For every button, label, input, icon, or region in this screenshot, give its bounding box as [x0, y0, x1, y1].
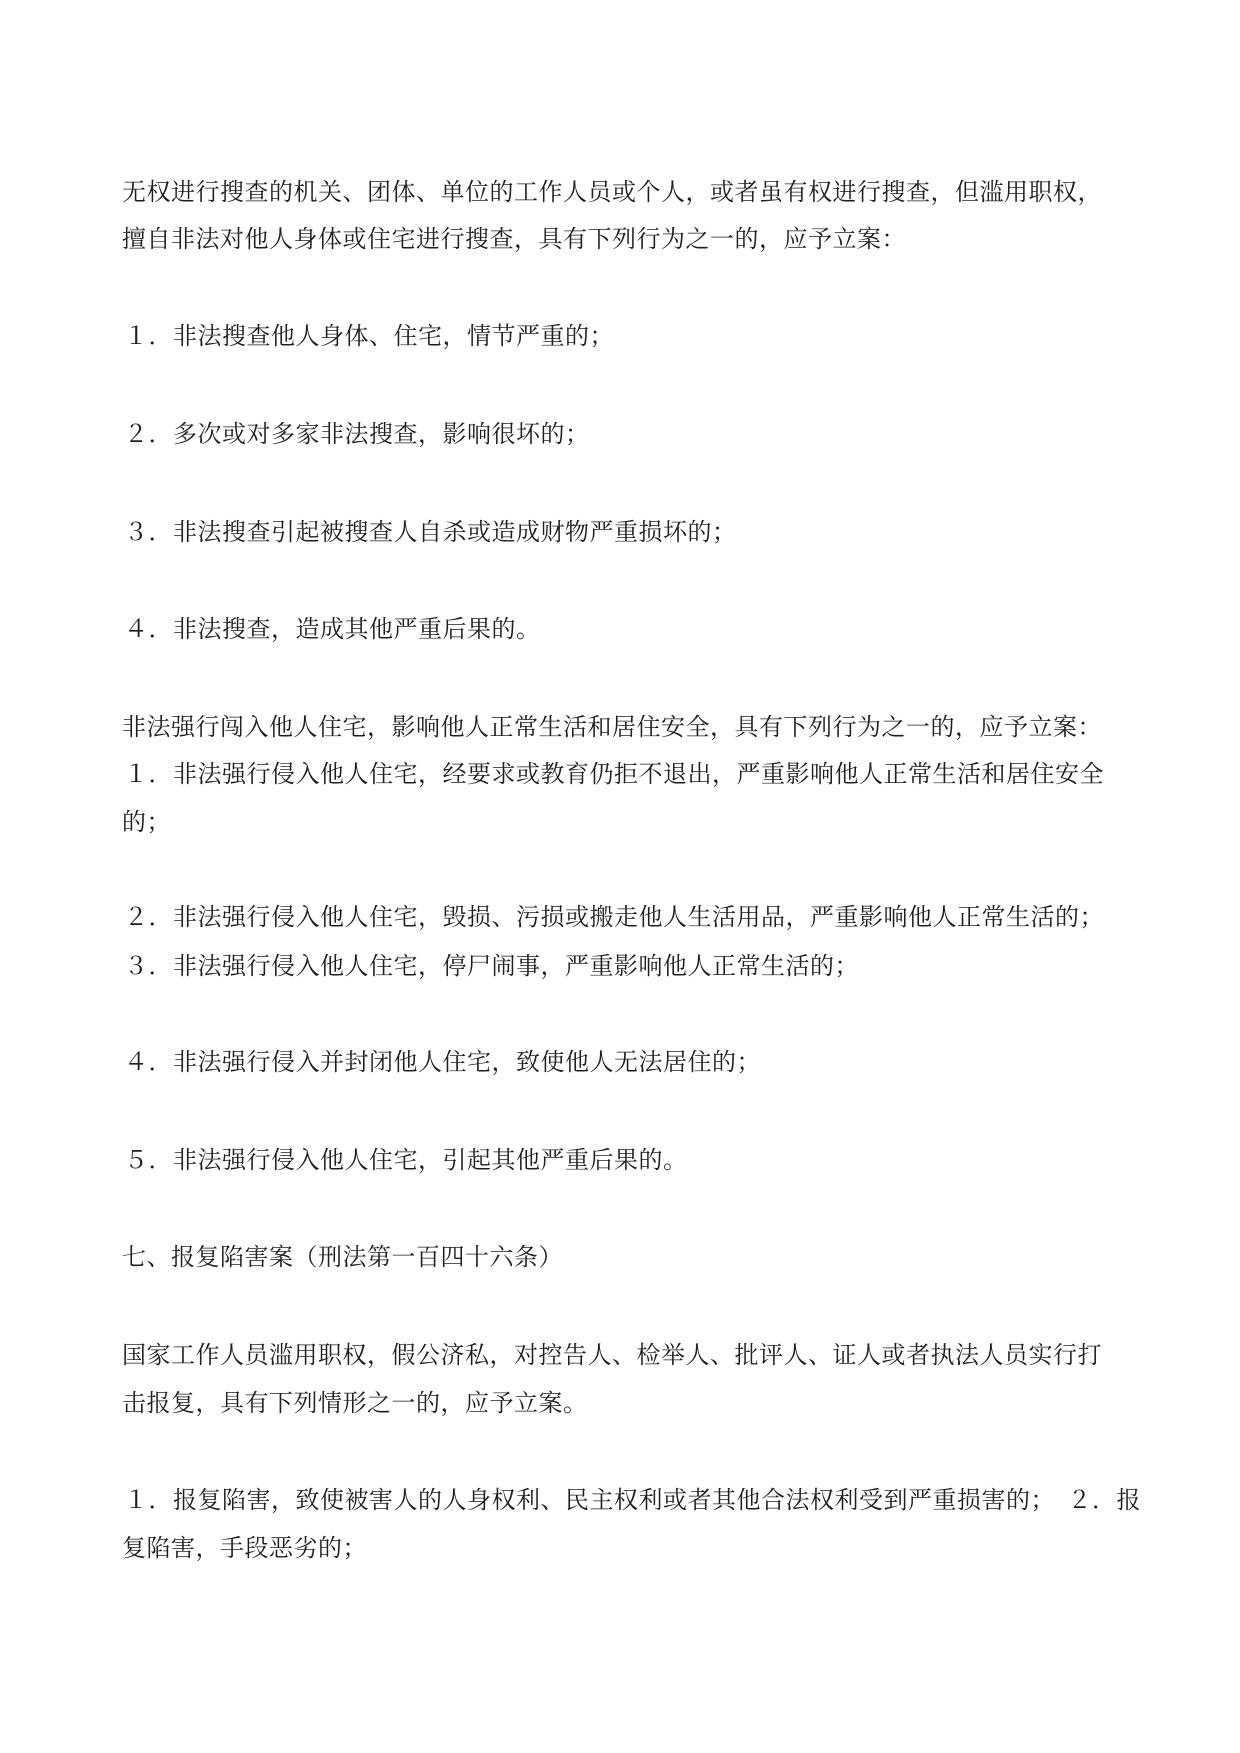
list-item: ２．非法强行侵入他人住宅，毁损、污损或搬走他人生活用品，严重影响他人正常生活的；: [124, 903, 1104, 931]
text-line: 无权进行搜查的机关、团体、单位的工作人员或个人，或者虽有权进行搜查，但滥用职权，: [122, 178, 1102, 206]
list-item: ５．非法强行侵入他人住宅，引起其他严重后果的。: [124, 1146, 688, 1174]
text-line: 复陷害，手段恶劣的；: [122, 1534, 367, 1562]
list-item: ２．多次或对多家非法搜查，影响很坏的；: [124, 420, 590, 448]
list-item: ３．非法强行侵入他人住宅，停尸闹事，严重影响他人正常生活的；: [124, 952, 859, 980]
list-item: ４．非法搜查，造成其他严重后果的。: [124, 615, 541, 643]
text-line: 的；: [122, 808, 171, 836]
list-item: １．报复陷害，致使被害人的人身权利、民主权利或者其他合法权利受到严重损害的； ２．报: [124, 1486, 1141, 1514]
list-item: ４．非法强行侵入并封闭他人住宅，致使他人无法居住的；: [124, 1048, 761, 1076]
text-line: 非法强行闯入他人住宅，影响他人正常生活和居住安全，具有下列行为之一的，应予立案：: [122, 713, 1102, 741]
list-item: １．非法强行侵入他人住宅，经要求或教育仍拒不退出，严重影响他人正常生活和居住安全: [124, 760, 1104, 788]
text-line: 击报复，具有下列情形之一的，应予立案。: [122, 1389, 588, 1417]
list-item: ３．非法搜查引起被搜查人自杀或造成财物严重损坏的；: [124, 518, 737, 546]
list-item: １．非法搜查他人身体、住宅，情节严重的；: [124, 322, 614, 350]
text-line: 国家工作人员滥用职权，假公济私，对控告人、检举人、批评人、证人或者执法人员实行打: [122, 1341, 1102, 1369]
section-heading: 七、报复陷害案（刑法第一百四十六条）: [122, 1243, 563, 1271]
text-line: 擅自非法对他人身体或住宅进行搜查，具有下列行为之一的，应予立案：: [122, 225, 906, 253]
